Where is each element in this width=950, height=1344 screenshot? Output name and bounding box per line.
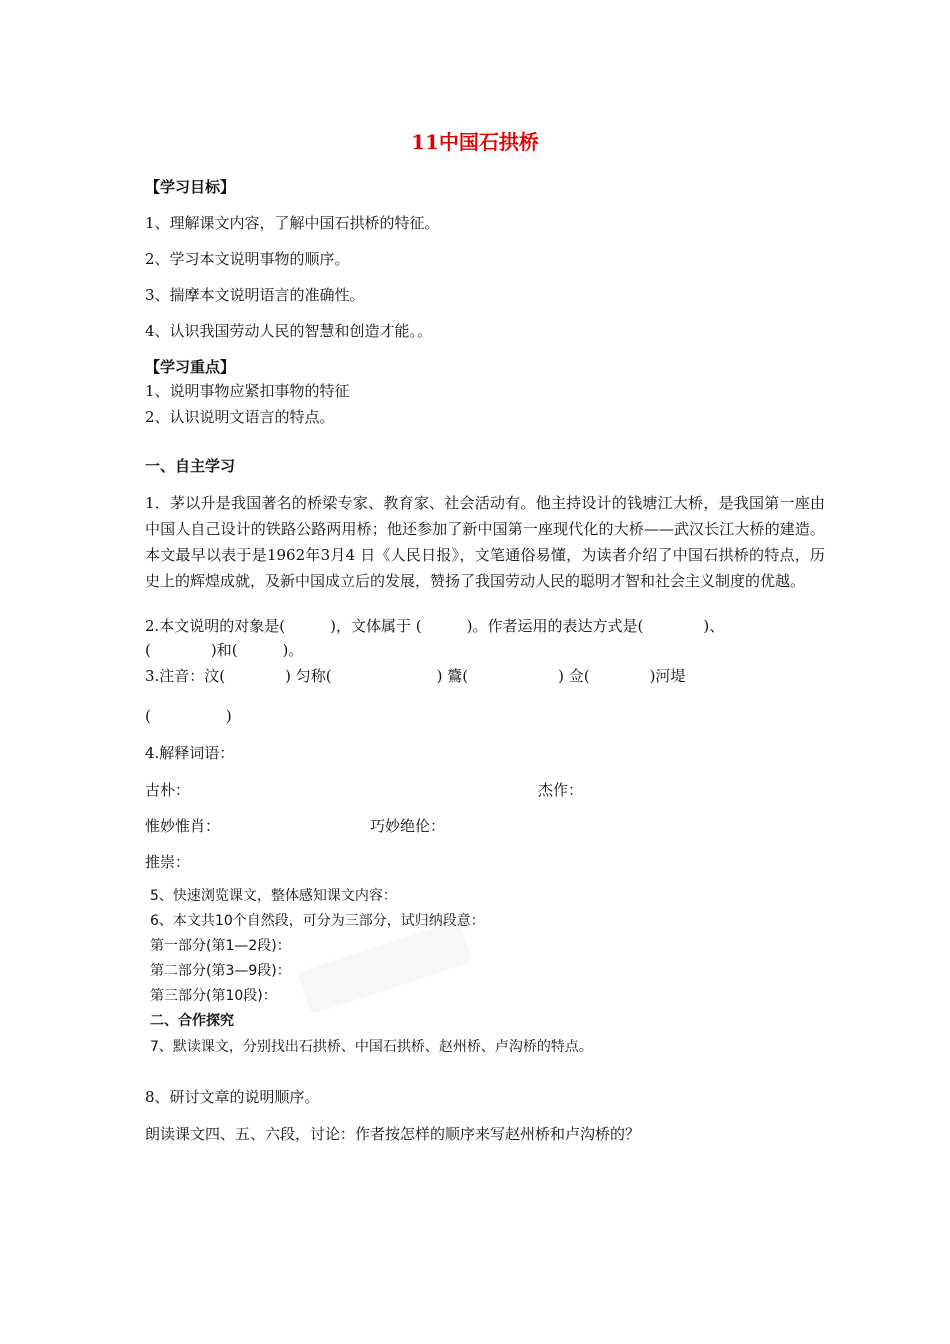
part-1: 第一部分(第1—2段)： bbox=[150, 938, 291, 954]
goal-item: 4、认识我国劳动人民的智慧和创造才能。。 bbox=[145, 322, 433, 340]
question-5: 5、快速浏览课文，整体感知课文内容： bbox=[150, 888, 397, 904]
question-3-line: ( ) bbox=[145, 707, 232, 725]
goal-item: 3、揣摩本文说明语言的准确性。 bbox=[145, 286, 365, 304]
focus-item: 1、说明事物应紧扣事物的特征 bbox=[145, 382, 350, 400]
goals-heading: 【学习目标】 bbox=[145, 178, 236, 196]
focus-heading: 【学习重点】 bbox=[145, 358, 236, 376]
part-3: 第三部分(第10段)： bbox=[150, 988, 277, 1004]
cooperate-heading: 二、合作探究 bbox=[150, 1013, 234, 1029]
page-title: 11中国石拱桥 bbox=[411, 130, 539, 154]
question-4: 4.解释词语： bbox=[145, 744, 235, 762]
question-2-line: ( )和( )。 bbox=[145, 641, 304, 659]
term-jiezuo: 杰作： bbox=[538, 781, 584, 799]
question-6: 6、本文共10个自然段，可分为三部分，试归纳段意： bbox=[150, 913, 485, 929]
term-weimiao: 惟妙惟肖： bbox=[145, 817, 221, 835]
goal-item: 2、学习本文说明事物的顺序。 bbox=[145, 250, 350, 268]
question-8-detail: 朗读课文四、五、六段，讨论：作者按怎样的顺序来写赵州桥和卢沟桥的？ bbox=[145, 1125, 641, 1143]
question-8: 8、研讨文章的说明顺序。 bbox=[145, 1088, 320, 1106]
question-7: 7、默读课文，分别找出石拱桥、中国石拱桥、赵州桥、卢沟桥的特点。 bbox=[150, 1039, 593, 1055]
question-3-line: 3.注音：汶( ) 匀称( ) 鷟( ) 佥( )河堤 bbox=[145, 667, 686, 685]
faint-watermark bbox=[297, 920, 472, 1014]
part-2: 第二部分(第3—9段)： bbox=[150, 963, 291, 979]
question-1-paragraph: 1．茅以升是我国著名的桥梁专家、教育家、社会活动有。他主持设计的钱塘江大桥，是我国第一座由中国人自己设计的铁路公路两用桥；他还参加了新中国第一座现代化的大桥——武汉长江大桥的建造。本文最早以表于是1962年3月4 日《人民日报》，文笔通俗易懂，为读者介绍了中国石拱桥的特点，历史上的辉煌成就，及新中国成立后的发展，赞扬了我国劳动人民的聪明才智和社会主义制度的优越。 bbox=[145, 494, 825, 590]
self-study-heading: 一、自主学习 bbox=[145, 457, 236, 475]
term-gupu: 古朴： bbox=[145, 781, 191, 799]
question-2-line: 2.本文说明的对象是( )，文体属于 ( )。作者运用的表达方式是( )、 bbox=[145, 617, 725, 635]
goal-item: 1、理解课文内容，了解中国石拱桥的特征。 bbox=[145, 214, 440, 232]
term-tuichong: 推崇： bbox=[145, 853, 191, 871]
term-qiaomiao: 巧妙绝伦： bbox=[370, 817, 446, 835]
focus-item: 2、认识说明文语言的特点。 bbox=[145, 408, 335, 426]
